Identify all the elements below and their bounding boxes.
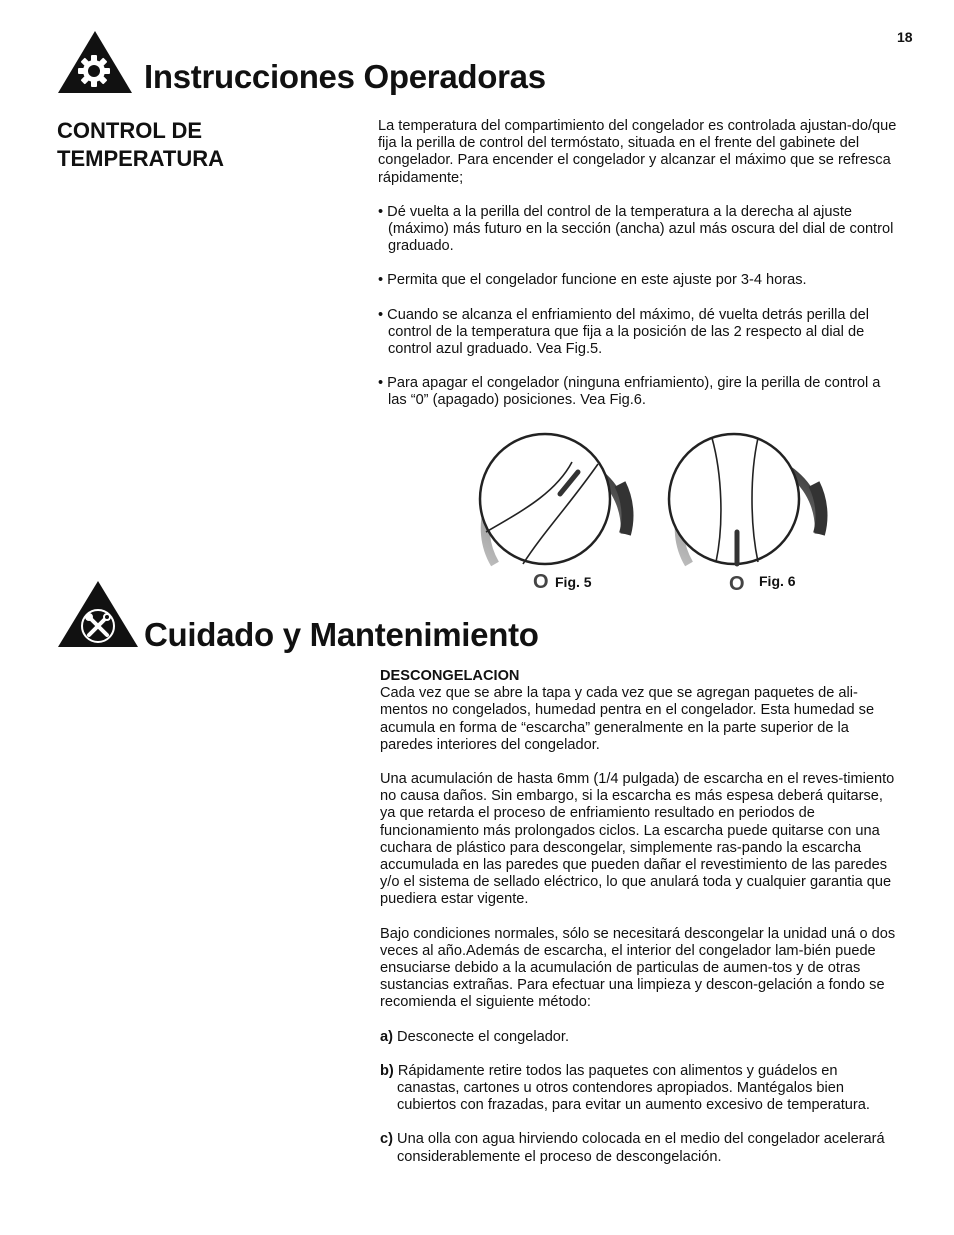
section-title-maintenance: Cuidado y Mantenimiento (144, 616, 539, 653)
bullet-item: • Cuando se alcanza el enfriamiento del máximo, dé vuelta detrás perilla del control de la temperatura que fija a la posición de las 2 respecto al dial de control azul graduado. Vea Fig.5. (378, 306, 870, 358)
subheading-temperature-control (57, 117, 224, 173)
step-b (380, 1063, 900, 1115)
defrost-paragraph-1: Cada vez que se abre la tapa y cada vez que se agregan paquetes de ali-mentos no congelados, humedad pentra en el congelador. Esta humedad se acumula en forma de “escarcha” generalmente en la parte superior de la paredes interiores del congelador. (380, 685, 875, 753)
fig6-zero-mark: O (729, 573, 745, 595)
section-title-operating: Instrucciones Operadoras (144, 58, 546, 95)
defrost-paragraph-3: Bajo condiciones normales, sólo se necesitará descongelar la unidad uná o dos veces al año.Además de escarcha, el interior del congelador lam-bién puede ensuciarse debido a la acumulación de particulas de aumen-tos y de otras sustancias extrañas. Para efectuar una limpieza y descon-gelación a fondo se recomienda el siguiente método: (380, 925, 896, 1011)
step-marker: c) (380, 1131, 393, 1148)
defrost-paragraph-2: Una acumulación de hasta 6mm (1/4 pulgada) de escarcha en el reves-timiento no causa daños. Sin embargo, si la escarcha es más espesa deberá quitarse, ya que retarda el proceso de enfriamiento resultado en periodos de funcionamiento más prolongados ciclos. La escarcha puede quitarse con una cuchara de plástico para descongelar, simplemente ras-pando la escarcha accumulada en las paredes que pueden dañar el revestimiento de las paredes y/o el sistema de sellado eléctrico, lo que anulará toda y cualquier garantia que puediera estar vigente. (380, 771, 895, 908)
figure-5-dial (460, 424, 640, 574)
gear-warning-icon (56, 29, 134, 95)
figure-6-dial (654, 424, 834, 574)
fig5-zero-mark: O (533, 571, 549, 593)
temperature-control-text (378, 118, 898, 427)
maintenance-text (380, 668, 900, 1183)
fig5-label: Fig. 5 (555, 574, 592, 590)
bullet-item: • Permita que el congelador funcione en este ajuste por 3-4 horas. (378, 272, 807, 289)
tools-warning-icon (56, 579, 140, 649)
step-marker: b) (380, 1062, 394, 1079)
step-a (380, 1029, 900, 1046)
intro-paragraph: La temperatura del compartimiento del congelador es controlada ajustan-do/que fija la perilla de control del termóstato, situada en el frente del gabinete del congelador. Para encender el congelador y alcanzar el máximo que se refresca rápidamente; (378, 118, 897, 186)
fig6-label: Fig. 6 (759, 573, 796, 589)
step-text: Una olla con agua hirviendo colocada en el medio del congelador acelerará considerablemente el proceso de descongelación. (392, 1131, 885, 1165)
step-c (380, 1131, 900, 1165)
defrosting-heading: DESCONGELACION (380, 668, 520, 684)
bullet-item: • Para apagar el congelador (ninguna enfriamiento), gire la perilla de control a las “0” (apagado) posiciones. Vea Fig.6. (378, 375, 881, 409)
bullet-item: • Dé vuelta a la perilla del control de la temperatura a la derecha al ajuste (máximo) más futuro en la sección (ancha) azul más oscura del dial de control graduado. (378, 203, 894, 255)
page-number: 18 (897, 29, 913, 45)
step-marker: a) (380, 1028, 393, 1045)
step-text: Desconecte el congelador. (392, 1028, 570, 1045)
subheading-line-1: CONTROL DE (57, 118, 203, 143)
subheading-line-2: TEMPERATURA (57, 146, 225, 171)
step-text: Rápidamente retire todos las paquetes con alimentos y guádelos en canastas, cartones u otros contendores apropiados. Mantégalos bien cubiertos con frazadas, para evitar un aumento excesivo de temperatura. (393, 1062, 870, 1114)
